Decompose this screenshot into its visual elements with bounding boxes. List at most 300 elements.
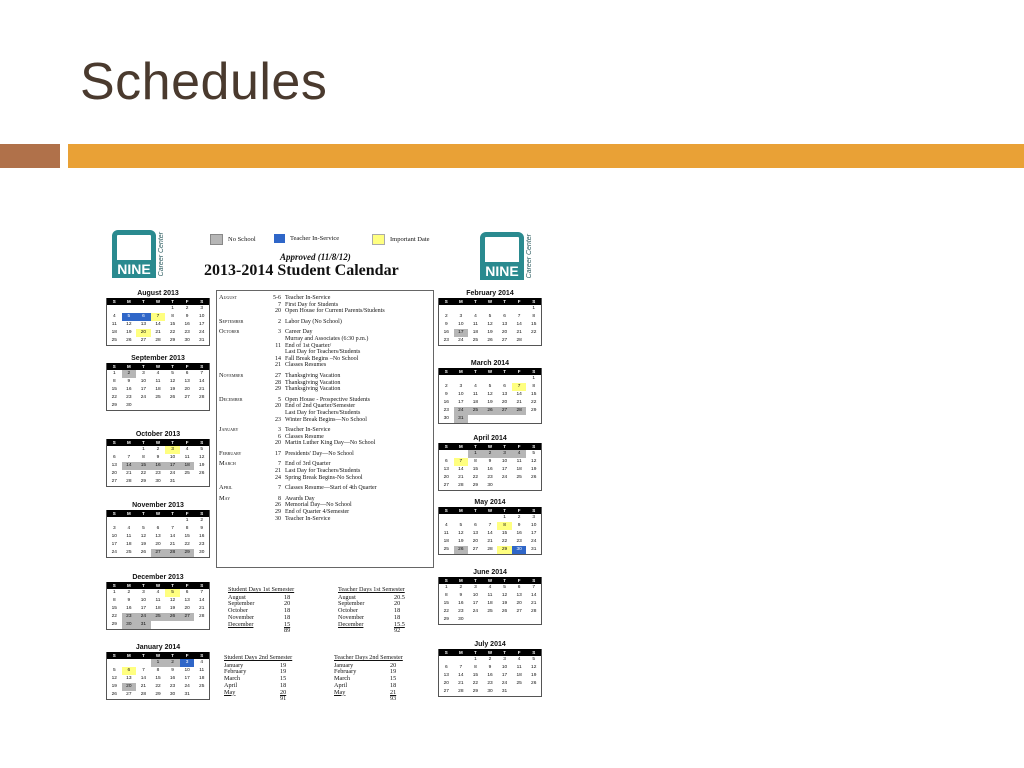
day-cell: 21 — [487, 539, 493, 544]
legend-no-school — [210, 234, 256, 245]
day-cell: 8 — [474, 459, 477, 464]
summary-total-row — [338, 628, 405, 635]
month-calendar — [438, 435, 542, 491]
day-cell: 9 — [444, 322, 448, 327]
accent-bar-left — [0, 144, 60, 168]
day-cell: 19 — [140, 542, 147, 547]
empty-cell — [512, 375, 527, 383]
day-cell: 14 — [531, 593, 537, 598]
day-cell: 16 — [443, 330, 449, 335]
day-cell: 24 — [184, 684, 190, 689]
day-cell: 16 — [126, 387, 132, 392]
day-cell: 14 — [169, 534, 176, 539]
day-cell: 20 — [443, 475, 449, 480]
event-text: End of 2nd Quarter/Semester — [285, 403, 356, 410]
event-date: 7 — [278, 485, 281, 492]
day-header: W — [483, 368, 498, 375]
event-text: Winter Break Begins—No School — [285, 416, 367, 423]
event-date: 30 — [275, 515, 281, 522]
day-cell: 1 — [112, 371, 116, 376]
day-cell: 30 — [184, 338, 190, 343]
day-header: W — [483, 577, 498, 584]
month-title: November 2013 — [132, 502, 184, 509]
day-cell: 2 — [200, 518, 204, 523]
summary-count: 18 — [280, 681, 287, 689]
day-cell: 27 — [443, 689, 449, 694]
month-calendar — [106, 431, 210, 487]
event-date: 5 — [278, 396, 281, 403]
day-cell: 11 — [126, 534, 132, 539]
day-cell: 7 — [142, 668, 145, 673]
day-cell: 22 — [111, 614, 117, 619]
day-cell: 23 — [458, 609, 464, 614]
day-cell: 4 — [127, 526, 131, 531]
event-group — [219, 461, 431, 481]
day-cell: 4 — [156, 371, 160, 376]
day-cell: 12 — [169, 379, 176, 384]
day-cell: 12 — [531, 665, 537, 670]
event-date: 21 — [275, 362, 281, 369]
day-cell: 16 — [199, 534, 205, 539]
day-cell: 6 — [503, 384, 506, 389]
empty-cell — [107, 659, 122, 667]
month-title: August 2013 — [137, 290, 179, 297]
day-cell: 13 — [443, 467, 449, 472]
day-header: T — [165, 652, 180, 659]
day-cell: 15 — [169, 322, 176, 327]
day-cell: 28 — [531, 609, 537, 614]
summary-heading: Teacher Days 2nd Semester — [334, 654, 403, 661]
day-cell: 15 — [155, 676, 161, 681]
day-header: F — [180, 582, 195, 589]
summary-count: 19 — [280, 661, 287, 669]
day-cell: 13 — [111, 463, 117, 468]
day-cell: 7 — [200, 590, 204, 595]
day-cell: 12 — [169, 598, 176, 603]
day-cell: 7 — [454, 458, 469, 466]
day-cell: 22 — [155, 684, 161, 689]
day-header: M — [122, 582, 137, 589]
day-cell: 26 — [165, 613, 180, 621]
day-cell: 17 — [140, 387, 147, 392]
event-date: 27 — [275, 372, 281, 379]
month-calendar — [106, 644, 210, 700]
day-cell: 16 — [458, 601, 464, 606]
event-date: 2 — [278, 318, 281, 325]
day-header: T — [136, 439, 151, 446]
day-cell: 11 — [472, 322, 478, 327]
event-month: March — [219, 460, 236, 468]
summary-count: 18 — [284, 607, 291, 615]
day-cell: 8 — [532, 384, 536, 389]
day-header: W — [483, 507, 498, 514]
day-cell: 21 — [516, 400, 522, 405]
legend-label: Important Date — [390, 236, 430, 243]
day-cell: 20 — [501, 400, 508, 405]
summary-total: 93 — [390, 695, 397, 703]
day-cell: 19 — [458, 539, 464, 544]
day-cell: 27 — [140, 338, 147, 343]
approved-date: Approved (11/8/12) — [280, 252, 351, 262]
day-cell: 2 — [517, 515, 521, 520]
day-cell: 8 — [532, 314, 536, 319]
summary-heading: Teacher Days 1st Semester — [338, 586, 405, 593]
day-cell: 5 — [200, 447, 204, 452]
day-cell: 3 — [459, 384, 463, 389]
event-text: Open House - Prospective Students — [285, 396, 370, 403]
month-title: February 2014 — [466, 290, 514, 297]
day-cell: 31 — [501, 689, 508, 694]
day-cell: 27 — [443, 483, 449, 488]
day-cell: 30 — [155, 479, 161, 484]
day-cell: 12 — [111, 676, 117, 681]
event-month: October — [219, 328, 240, 336]
event-month: November — [219, 371, 244, 379]
day-cell: 8 — [156, 668, 160, 673]
event-date: 28 — [275, 379, 281, 386]
month-title: April 2014 — [473, 435, 507, 442]
day-cell: 19 — [126, 330, 132, 335]
day-cell: 17 — [472, 601, 479, 606]
day-cell: 23 — [184, 330, 190, 335]
day-header: M — [122, 439, 137, 446]
day-cell: 13 — [126, 676, 132, 681]
day-cell: 10 — [199, 314, 205, 319]
empty-cell — [107, 305, 122, 313]
day-cell: 25 — [151, 613, 166, 621]
empty-cell — [439, 450, 454, 458]
day-cell: 19 — [199, 463, 205, 468]
day-cell: 11 — [184, 455, 190, 460]
day-header: T — [136, 652, 151, 659]
document-title: 2013-2014 Student Calendar — [204, 262, 399, 279]
day-cell: 13 — [184, 379, 190, 384]
day-cell: 2 — [122, 370, 137, 378]
day-cell: 5 — [503, 585, 506, 590]
day-cell: 23 — [126, 395, 132, 400]
day-cell: 8 — [444, 593, 448, 598]
day-cell: 25 — [443, 547, 449, 552]
day-header: F — [512, 577, 527, 584]
event-date — [259, 336, 281, 343]
day-cell: 4 — [112, 314, 116, 319]
day-header: T — [136, 510, 151, 517]
day-count-summary — [224, 655, 292, 703]
day-cell: 2 — [156, 447, 160, 452]
day-header: S — [107, 298, 122, 305]
day-cell: 6 — [136, 313, 151, 321]
legend-teacher-in-service — [274, 234, 339, 243]
day-header: W — [483, 443, 498, 450]
summary-total-row — [224, 696, 292, 703]
day-cell: 25 — [516, 681, 522, 686]
day-cell: 27 — [126, 692, 132, 697]
day-cell: 7 — [200, 371, 204, 376]
day-cell: 22 — [111, 395, 117, 400]
day-header: M — [454, 298, 469, 305]
summary-month: February — [334, 668, 357, 676]
day-cell: 3 — [142, 371, 145, 376]
empty-cell — [468, 305, 483, 313]
summary-count: 20.5 — [394, 593, 405, 601]
empty-cell — [165, 517, 180, 525]
event-text: End of 3rd Quarter — [285, 461, 331, 468]
day-cell: 3 — [503, 657, 506, 662]
day-cell: 26 — [531, 681, 537, 686]
day-header: S — [107, 510, 122, 517]
day-cell: 2 — [488, 657, 492, 662]
day-cell: 15 — [531, 322, 537, 327]
day-cell: 10 — [140, 598, 147, 603]
summary-month: February — [224, 668, 247, 676]
day-cell: 26 — [140, 550, 147, 555]
day-cell: 24 — [501, 681, 508, 686]
day-cell: 28 — [199, 395, 205, 400]
day-cell: 6 — [444, 665, 448, 670]
day-cell: 14 — [140, 676, 147, 681]
day-cell: 23 — [443, 408, 449, 413]
day-cell: 13 — [472, 531, 479, 536]
day-cell: 26 — [483, 407, 498, 415]
day-cell: 11 — [472, 392, 478, 397]
day-cell: 18 — [180, 462, 195, 470]
day-header: S — [526, 507, 541, 514]
empty-cell — [122, 659, 137, 667]
day-header: S — [107, 652, 122, 659]
day-cell: 9 — [517, 523, 521, 528]
day-cell: 22 — [472, 681, 479, 686]
day-header: M — [454, 507, 469, 514]
day-cell: 23 — [122, 613, 137, 621]
summary-month: October — [228, 607, 248, 615]
day-cell: 10 — [458, 322, 464, 327]
summary-month: May — [224, 688, 236, 696]
day-cell: 29 — [531, 408, 537, 413]
day-cell: 5 — [532, 451, 536, 456]
day-cell: 9 — [185, 314, 189, 319]
event-month: May — [219, 494, 231, 502]
day-cell: 8 — [112, 598, 116, 603]
event-date: 21 — [275, 468, 281, 475]
day-cell: 17 — [184, 676, 190, 681]
event-text: Teacher In-Service — [285, 427, 331, 434]
day-cell: 20 — [516, 601, 522, 606]
summary-month: August — [228, 593, 246, 601]
day-cell: 17 — [140, 606, 147, 611]
day-cell: 1 — [468, 450, 483, 458]
month-title: September 2013 — [131, 355, 185, 362]
day-cell: 5 — [122, 313, 137, 321]
day-cell: 11 — [443, 531, 449, 536]
day-cell: 28 — [140, 692, 147, 697]
day-cell: 23 — [199, 542, 205, 547]
event-date: 3 — [278, 329, 281, 336]
day-cell: 23 — [443, 338, 449, 343]
day-cell: 18 — [487, 601, 493, 606]
day-cell: 15 — [184, 534, 190, 539]
day-cell: 10 — [184, 668, 190, 673]
day-cell: 4 — [474, 384, 477, 389]
logo-side-text: Career Center — [526, 234, 533, 279]
event-text: End of Quarter 4/Semester — [285, 509, 350, 516]
day-cell: 27 — [180, 613, 195, 621]
empty-cell — [439, 656, 454, 664]
month-calendar — [106, 355, 210, 411]
day-header: M — [122, 298, 137, 305]
day-cell: 1 — [142, 447, 145, 452]
month-calendar — [438, 290, 542, 346]
day-header: W — [483, 649, 498, 656]
day-cell: 26 — [199, 471, 205, 476]
day-header: T — [136, 363, 151, 370]
day-cell: 3 — [112, 526, 116, 531]
event-date: 14 — [275, 355, 281, 362]
day-cell: 28 — [512, 407, 527, 415]
event-text: Presidents' Day—No School — [285, 450, 354, 457]
day-cell: 12 — [126, 322, 132, 327]
month-title: July 2014 — [474, 641, 506, 648]
empty-cell — [122, 517, 137, 525]
month-calendar — [438, 569, 542, 625]
day-cell: 25 — [516, 475, 522, 480]
day-header: T — [497, 577, 512, 584]
day-header: S — [526, 577, 541, 584]
day-cell: 25 — [487, 609, 493, 614]
day-cell: 13 — [501, 322, 508, 327]
day-cell: 17 — [501, 467, 508, 472]
day-cell: 28 — [458, 483, 464, 488]
day-cell: 1 — [185, 518, 189, 523]
day-cell: 6 — [185, 590, 189, 595]
day-cell: 24 — [472, 609, 479, 614]
day-header: S — [194, 298, 209, 305]
day-cell: 21 — [126, 471, 132, 476]
empty-cell — [107, 446, 122, 454]
event-text: Memorial Day—No School — [285, 502, 352, 509]
event-text: Labor Day (No School) — [285, 318, 342, 325]
day-header: T — [468, 298, 483, 305]
summary-month: November — [338, 613, 365, 621]
empty-cell — [454, 656, 469, 664]
day-cell: 22 — [531, 400, 537, 405]
day-cell: 28 — [199, 614, 205, 619]
day-cell: 26 — [501, 609, 508, 614]
day-cell: 6 — [112, 455, 116, 460]
summary-count: 15.5 — [394, 620, 405, 628]
day-cell: 18 — [155, 387, 161, 392]
day-cell: 13 — [155, 534, 161, 539]
summary-count: 20 — [390, 661, 397, 669]
day-cell: 14 — [155, 322, 161, 327]
event-date: 26 — [275, 502, 281, 509]
day-header: S — [194, 363, 209, 370]
day-cell: 30 — [199, 550, 205, 555]
day-cell: 4 — [512, 450, 527, 458]
day-header: M — [454, 443, 469, 450]
day-cell: 2 — [127, 590, 131, 595]
day-cell: 31 — [184, 692, 190, 697]
empty-cell — [468, 375, 483, 383]
day-header: F — [512, 298, 527, 305]
event-text: Open House for Current Parents/Students — [285, 308, 385, 315]
summary-month: January — [334, 661, 354, 669]
day-cell: 26 — [454, 546, 469, 554]
day-cell: 9 — [156, 455, 160, 460]
event-text: Career Day — [285, 329, 313, 336]
event-date: 6 — [278, 433, 281, 440]
day-cell: 10 — [140, 379, 147, 384]
event-month: April — [219, 484, 233, 492]
events-list — [216, 290, 434, 568]
day-header: S — [526, 298, 541, 305]
day-cell: 13 — [140, 322, 147, 327]
day-header: S — [194, 439, 209, 446]
day-cell: 9 — [127, 598, 131, 603]
day-header: T — [165, 510, 180, 517]
day-cell: 20 — [122, 683, 137, 691]
event-text: Spring Break Begins-No School — [285, 474, 363, 481]
day-header: T — [497, 443, 512, 450]
day-cell: 26 — [126, 338, 132, 343]
day-cell: 17 — [531, 531, 537, 536]
career-center-logo-left — [112, 230, 165, 282]
summary-count: 20 — [284, 600, 291, 608]
day-cell: 13 — [501, 392, 508, 397]
accent-bar-right — [68, 144, 1024, 168]
day-cell: 29 — [497, 546, 512, 554]
event-date: 7 — [278, 301, 281, 308]
summary-total: 91 — [280, 695, 287, 703]
day-cell: 10 — [472, 593, 479, 598]
event-group — [219, 397, 431, 423]
summary-total-row — [228, 628, 294, 635]
summary-heading: Student Days 1st Semester — [228, 586, 295, 593]
empty-cell — [512, 305, 527, 313]
event-date: 20 — [275, 403, 281, 410]
day-cell: 24 — [531, 539, 537, 544]
day-cell: 27 — [472, 547, 479, 552]
day-count-summary — [338, 587, 405, 635]
event-date: 29 — [275, 386, 281, 393]
day-cell: 29 — [443, 617, 449, 622]
empty-cell — [151, 517, 166, 525]
logo-text: NINE — [112, 260, 156, 278]
summary-month: December — [338, 620, 364, 628]
event-text: Thanksgiving Vacation — [285, 372, 341, 379]
day-cell: 25 — [199, 684, 205, 689]
day-header: F — [512, 443, 527, 450]
summary-month: March — [334, 675, 351, 683]
empty-cell — [136, 305, 151, 313]
day-cell: 22 — [169, 330, 176, 335]
day-cell: 3 — [459, 314, 463, 319]
day-cell: 7 — [171, 526, 174, 531]
day-cell: 19 — [169, 387, 176, 392]
day-header: F — [180, 510, 195, 517]
day-cell: 19 — [169, 606, 176, 611]
summary-month: April — [334, 681, 348, 689]
legend-important-date — [372, 234, 430, 245]
day-header: S — [194, 510, 209, 517]
day-cell: 18 — [443, 539, 449, 544]
day-cell: 3 — [532, 515, 536, 520]
day-cell: 6 — [444, 459, 448, 464]
day-header: T — [497, 649, 512, 656]
day-header: T — [468, 649, 483, 656]
day-cell: 21 — [531, 601, 537, 606]
day-cell: 3 — [180, 659, 195, 667]
day-cell: 11 — [199, 668, 205, 673]
